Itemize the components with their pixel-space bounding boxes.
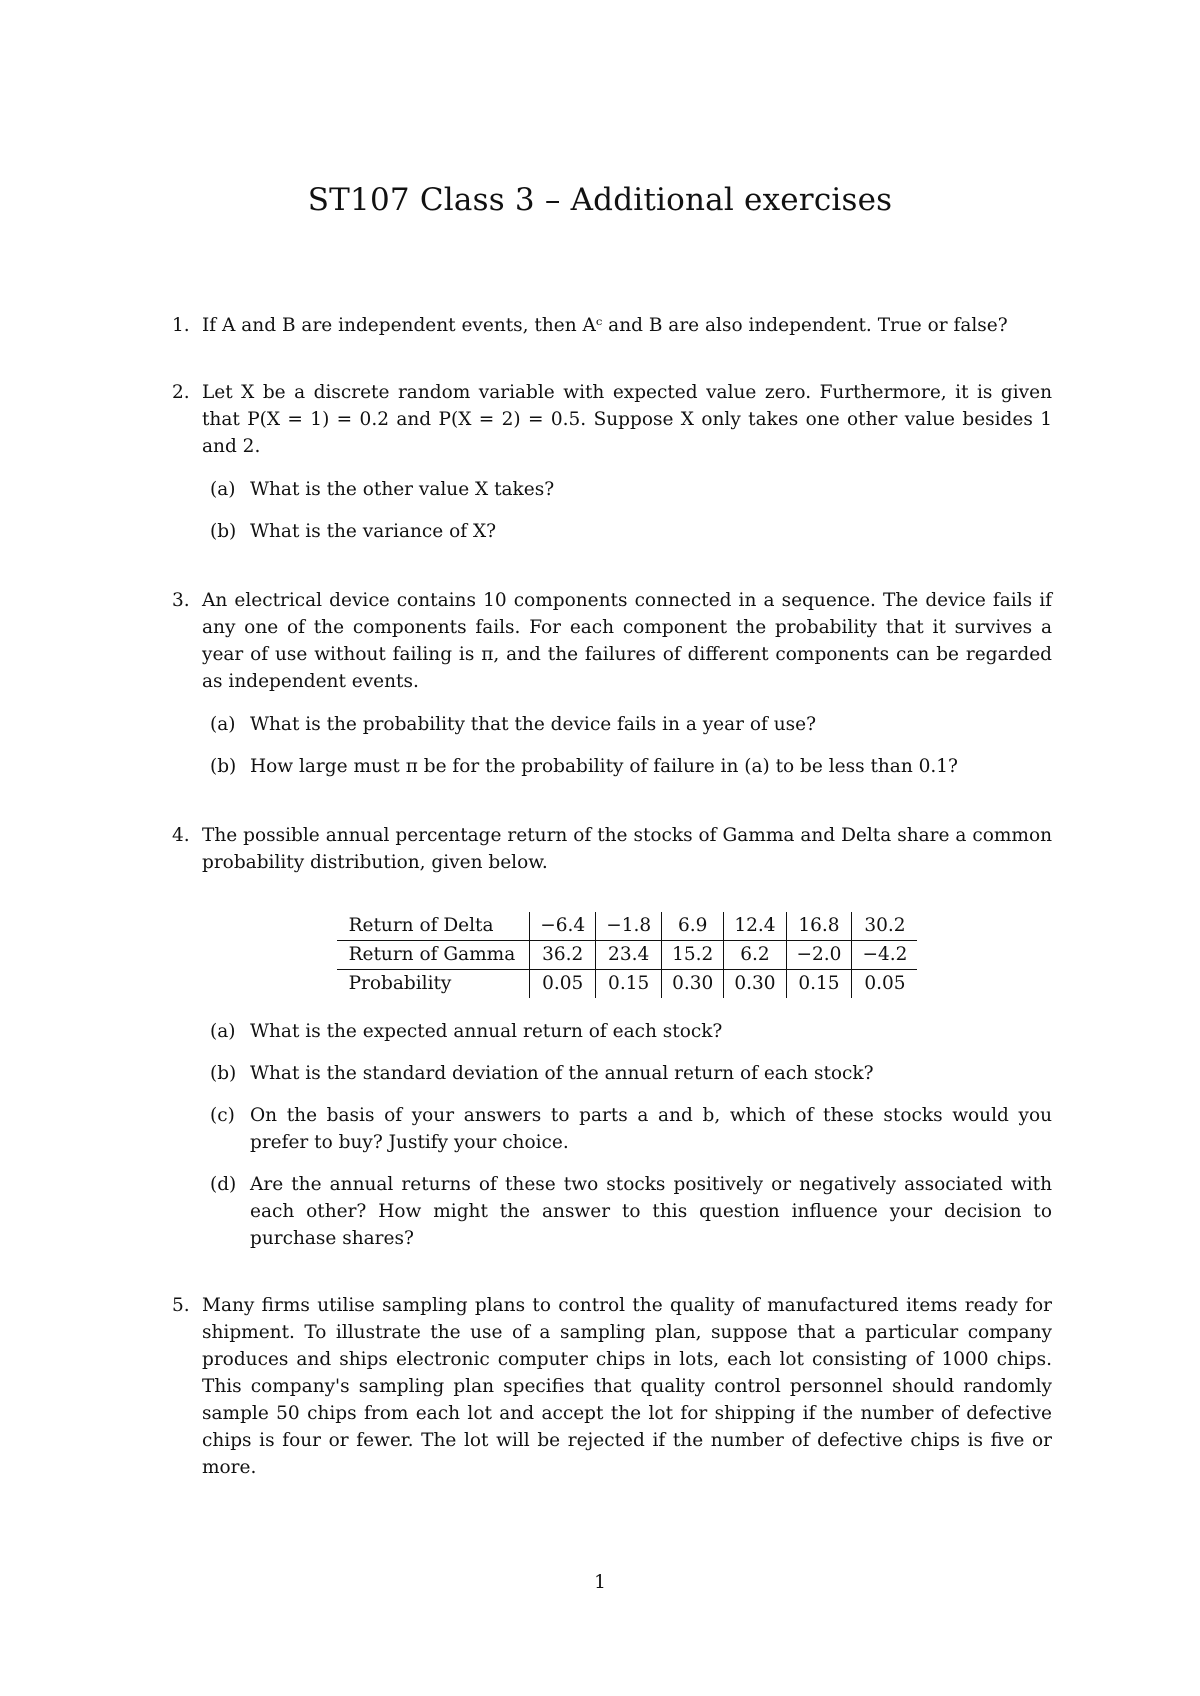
table-row [337, 912, 918, 941]
question-part [202, 711, 1052, 738]
question-text: An electrical device contains 10 components connected in a sequence. The device fails if any one of the components fails. For each component the probability that it survives a year of use without failing is π, and the failures of different components can be regarded as independent events. [202, 590, 1052, 692]
table-cell: −1.8 [596, 912, 662, 941]
part-label: (d) [210, 1174, 237, 1195]
question-parts [202, 1018, 1052, 1252]
part-label: (a) [210, 714, 236, 735]
part-label: (a) [210, 1021, 236, 1042]
question-3 [172, 587, 1052, 780]
part-text: What is the expected annual return of each stock? [250, 1021, 723, 1042]
table-cell: 6.2 [724, 941, 786, 970]
exercise-list [172, 312, 1052, 1481]
part-label: (b) [210, 521, 237, 542]
table-cell: 15.2 [662, 941, 724, 970]
question-4 [172, 822, 1052, 1252]
question-part [202, 753, 1052, 780]
question-number: 3. [172, 590, 190, 611]
table-cell: 0.30 [662, 970, 724, 999]
return-table-wrapper [202, 912, 1052, 998]
question-text: Let X be a discrete random variable with expected value zero. Furthermore, it is given that P(X = 1) = 0.2 and P(X = 2) = 0.5. Suppose X only takes one other value besides 1 and 2. [202, 382, 1052, 457]
table-row [337, 941, 918, 970]
table-cell: 6.9 [662, 912, 724, 941]
question-text: The possible annual percentage return of the stocks of Gamma and Delta share a common probability distribution, given below. [202, 825, 1052, 873]
part-text: How large must π be for the probability of failure in (a) to be less than 0.1? [250, 756, 958, 777]
table-cell: 36.2 [530, 941, 596, 970]
part-label: (c) [210, 1105, 235, 1126]
row-label: Return of Gamma [337, 941, 530, 970]
part-text: On the basis of your answers to parts a and b, which of these stocks would you prefer to buy? Justify your choice. [250, 1105, 1052, 1153]
table-cell: 0.15 [596, 970, 662, 999]
part-label: (b) [210, 756, 237, 777]
question-1 [172, 312, 1052, 339]
question-part [202, 1060, 1052, 1087]
row-label: Probability [348, 973, 452, 994]
table-cell: 16.8 [786, 912, 852, 941]
part-text: What is the other value X takes? [250, 479, 555, 500]
question-number: 4. [172, 825, 190, 846]
question-part [202, 1171, 1052, 1252]
table-cell: 0.05 [852, 970, 917, 999]
question-number: 2. [172, 382, 190, 403]
table-row [337, 970, 918, 999]
table-cell: −4.2 [852, 941, 917, 970]
part-label: (a) [210, 479, 236, 500]
question-5 [172, 1292, 1052, 1481]
question-parts [202, 476, 1052, 545]
question-number: 5. [172, 1295, 190, 1316]
question-text: Many firms utilise sampling plans to control the quality of manufactured items ready for shipment. To illustrate the use of a sampling plan, suppose that a particular company produces and ships electronic computer chips in lots, each lot consisting of 1000 chips. This company's sampling plan specifies that quality control personnel should randomly sample 50 chips from each lot and accept the lot for shipping if the number of defective chips is four or fewer. The lot will be rejected if the number of defective chips is five or more. [202, 1295, 1052, 1478]
question-text: If A and B are independent events, then Aᶜ and B are also independent. True or false? [202, 315, 1008, 336]
page-title: ST107 Class 3 – Additional exercises [307, 182, 893, 218]
question-number: 1. [172, 315, 190, 336]
question-part [202, 476, 1052, 503]
part-text: What is the standard deviation of the annual return of each stock? [250, 1063, 874, 1084]
part-text: What is the probability that the device fails in a year of use? [250, 714, 817, 735]
table-cell: 12.4 [724, 912, 786, 941]
question-part [202, 1102, 1052, 1156]
table-cell: 23.4 [596, 941, 662, 970]
question-part [202, 1018, 1052, 1045]
table-cell: −6.4 [530, 912, 596, 941]
question-parts [202, 711, 1052, 780]
return-distribution-table [337, 912, 918, 998]
question-part [202, 518, 1052, 545]
part-text: What is the variance of X? [250, 521, 497, 542]
table-cell: 0.30 [724, 970, 786, 999]
table-cell: 30.2 [852, 912, 917, 941]
part-text: Are the annual returns of these two stocks positively or negatively associated with each other? How might the answer to this question influence your decision to purchase shares? [250, 1174, 1052, 1249]
page-number: 1 [594, 1572, 606, 1593]
part-label: (b) [210, 1063, 237, 1084]
table-cell: −2.0 [786, 941, 852, 970]
table-cell: 0.05 [530, 970, 596, 999]
question-2 [172, 379, 1052, 545]
table-cell: 0.15 [786, 970, 852, 999]
row-label: Return of Delta [337, 912, 530, 941]
